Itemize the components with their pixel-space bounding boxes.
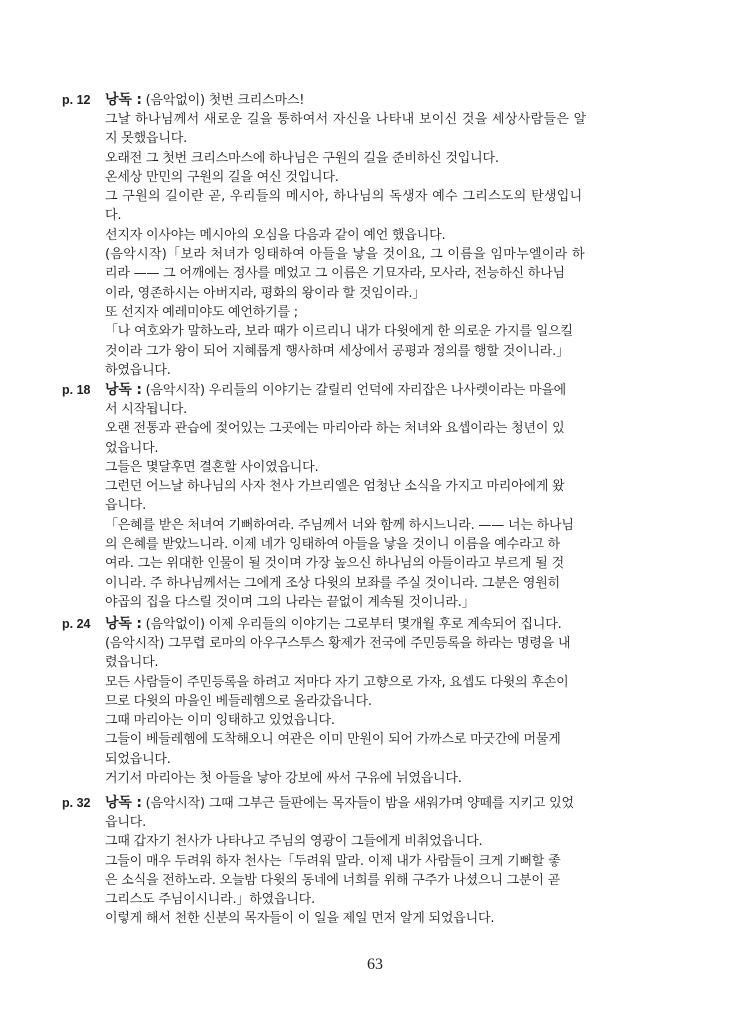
text-line: 모든 사람들이 주민등록을 하려고 저마다 자기 고향으로 가자, 요셉도 다윗의 후손이 [105,674,569,690]
text-line: 므로 다윗의 마을인 베들레헴으로 올라갔읍니다. [105,693,372,709]
section-heading [62,380,662,400]
section-p32 [62,793,662,929]
text-line: 은 소식을 전하노라. 오늘밤 다윗의 동네에 너희를 위해 구주가 나셨으니 그분이 곧 [105,872,561,888]
text-line: 하였읍니다. [105,362,171,378]
text-line: (음악시작) 그무렵 로마의 아우구스투스 황제가 전국에 주민등록을 하라는 명령을 내 [105,636,571,651]
text-line: 그때 갑자기 천사가 나타나고 주님의 영광이 그들에게 비취었읍니다. [105,834,483,850]
text-line: 야곱의 집을 다스릴 것이며 그의 나라는 끝없이 계속될 것이니라.」 [105,594,475,610]
text-line: 「나 여호와가 말하노라, 보라 때가 이르리니 내가 다윗에게 한 의로운 가지를 일으킬 [105,324,573,340]
page-reference: p. 32 [62,796,91,810]
text-line: 리라 —— 그 어깨에는 정사를 메었고 그 이름은 기묘자라, 모사라, 전능하신 하나님 [105,266,565,282]
text-line: 읍니다. [105,815,147,830]
heading-line [105,380,566,401]
heading-line [105,614,562,635]
text-line: 또 선지자 예레미야도 예언하기를 ; [105,304,298,320]
text-line: 오랜 전통과 관습에 젖어있는 그곳에는 마리아라 하는 처녀와 요셉이라는 청년이 있 [105,421,565,437]
text-line: 되었읍니다. [105,751,171,767]
page-reference: p. 24 [62,617,91,631]
page-reference: p. 12 [62,93,91,107]
text-line: 이라, 영존하시는 아버지라, 평화의 왕이라 할 것임이라.」 [105,285,426,301]
text-line: 이니라. 주 하나님께서는 그에게 조상 다윗의 보좌를 주실 것이니라. 그분은 영원히 [105,575,561,591]
text-line: 그리스도 주님이시니라.」하였읍니다. [105,892,315,908]
heading-line [105,793,574,814]
text-line: 그들이 매우 두려워 하자 천사는「두려워 말라. 이제 내가 사람들이 크게 기뻐할 좋 [105,853,561,869]
text-line: 것이라 그가 왕이 되어 지혜롭게 행사하며 세상에서 공평과 정의를 행할 것이니라.」 [105,343,569,359]
text-line: 서 시작됩니다. [105,402,188,417]
text-line: 그 구원의 길이란 곧, 우리들의 메시아, 하나님의 독생자 예수 그리스도의 탄생입니 [105,189,583,205]
text-line: 거기서 마리아는 첫 아들을 낳아 강보에 싸서 구유에 뉘였읍니다. [105,771,462,787]
text-line: (음악시작)「보라 처녀가 잉태하여 아들을 낳을 것이요, 그 이름을 임마누엘이라 하 [105,247,585,263]
speaker-label: 낭독 : [105,382,142,398]
heading-line [105,90,304,111]
heading-text: (음악시작) 우리들의 이야기는 갈릴리 언덕에 자리잡은 나사렛이라는 마을에 [141,383,567,398]
text-line: 지 못했읍니다. [105,131,188,147]
section-heading [62,90,662,110]
page-reference: p. 18 [62,383,91,397]
text-line: 「은혜를 받은 처녀여 기뻐하여라. 주님께서 너와 함께 하시느니라. —— 너는 하나님 [105,517,574,533]
text-line: 그들이 베들레헴에 도착해오니 여관은 이미 만원이 되어 가까스로 마굿간에 머물게 [105,732,561,748]
speaker-label: 낭독 : [105,795,142,811]
text-line: 었읍니다. [105,440,159,456]
text-line: 렸읍니다. [105,655,159,671]
text-line: 선지자 이사야는 메시아의 오심을 다음과 같이 예언 했읍니다. [105,227,446,243]
text-line: 다. [105,208,122,224]
section-heading [62,614,662,634]
section-heading [62,793,662,813]
text-line: 그날 하나님께서 새로운 길을 통하여서 자신을 나타내 보이신 것을 세상사람들은 알 [105,112,587,127]
text-line: 오래전 그 첫번 크리스마스에 하나님은 구원의 길을 준비하신 것입니다. [105,150,499,166]
speaker-label: 낭독 : [105,92,142,108]
section-p18 [62,380,662,612]
text-line: 의 은혜를 받았느니라. 이제 네가 잉태하여 아들을 낳을 것이니 이름을 예수라고 하 [105,537,561,553]
speaker-label: 낭독 : [105,616,142,632]
section-p12 [62,90,662,380]
text-line: 그런던 어느날 하나님의 사자 천사 가브리엘은 엄청난 소식을 가지고 마리아에게 왔 [105,479,565,495]
text-line: 여라. 그는 위대한 인물이 될 것이며 가장 높으신 하나님의 아들이라고 부르게 될 것 [105,556,564,572]
section-p24 [62,614,662,788]
heading-text: (음악시작) 그때 그부근 들판에는 목자들이 밤을 새워가며 양떼를 지키고 있었 [141,796,574,811]
text-line: 그때 마리아는 이미 잉태하고 있었읍니다. [105,713,335,729]
text-line: 그들은 몇달후면 결혼할 사이였읍니다. [105,459,319,475]
page-number: 63 [367,956,383,973]
heading-text: (음악없이) 첫번 크리스마스! [141,93,305,108]
text-line: 이렇게 해서 천한 신분의 목자들이 이 일을 제일 먼저 알게 되었읍니다. [105,911,495,927]
text-line: 온세상 만민의 구원의 길을 여신 것입니다. [105,169,339,185]
text-line: 읍니다. [105,498,147,514]
heading-text: (음악없이) 이제 우리들의 이야기는 그로부터 몇개월 후로 계속되어 집니다. [141,617,562,632]
